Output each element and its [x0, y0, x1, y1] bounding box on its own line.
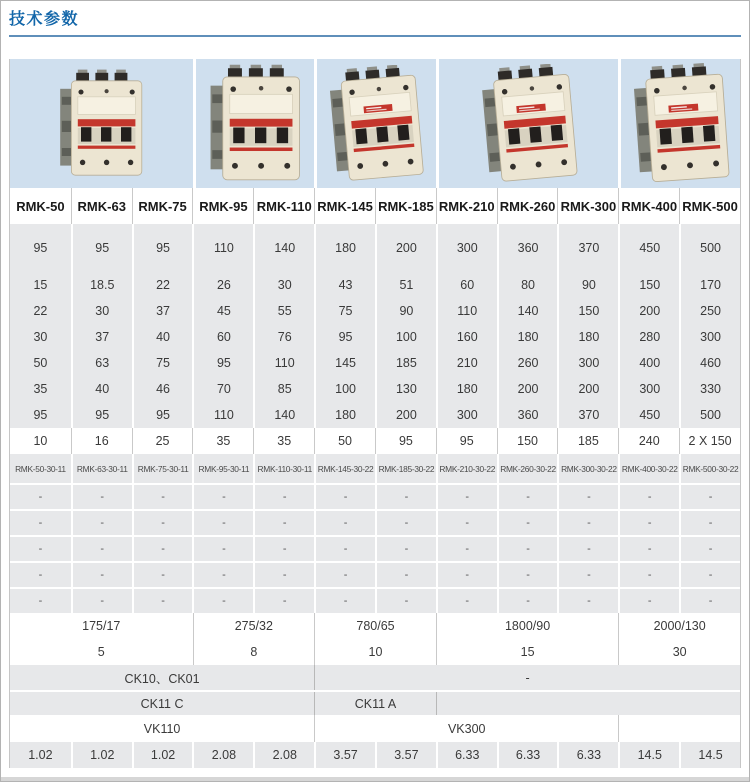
title-underline: [9, 35, 741, 37]
table-cell: 95: [33, 241, 48, 255]
table-cell: RMK-185-30-22: [375, 454, 436, 483]
data-row: [10, 376, 740, 402]
column-header: RMK-400: [618, 188, 679, 224]
table-cell: 250: [679, 298, 740, 324]
table-cell: 60: [192, 324, 253, 350]
dash-row: [10, 561, 740, 587]
table-cell: -: [436, 563, 497, 587]
table-cell: 50: [314, 428, 375, 454]
data-row: [10, 324, 740, 350]
spec-table: [10, 188, 740, 768]
table-cell: 18.5: [71, 272, 132, 298]
table-cell: 37: [71, 324, 132, 350]
table-cell: 175/17: [82, 619, 121, 633]
table-cell: 360: [497, 402, 558, 428]
table-cell: -: [497, 537, 558, 561]
column-header: RMK-210: [436, 188, 497, 224]
table-cell: 1800/90: [436, 613, 619, 639]
table-cell: 110: [436, 298, 497, 324]
table-cell: 370: [557, 224, 618, 272]
table-cell: 55: [253, 298, 314, 324]
table-cell: 200: [557, 376, 618, 402]
table-cell: 2000/130: [618, 613, 740, 639]
table-cell: 45: [192, 298, 253, 324]
table-cell: -: [314, 563, 375, 587]
table-cell: [618, 715, 740, 742]
table-cell: 25: [132, 428, 193, 454]
table-cell: 10: [314, 639, 436, 665]
table-cell: RMK-75-30-11: [132, 454, 193, 483]
table-cell: 140: [253, 224, 314, 272]
table-cell: 150: [497, 428, 558, 454]
table-cell: VK110: [143, 721, 181, 736]
table-cell: -: [38, 595, 43, 607]
table-cell: 500: [679, 224, 740, 272]
table-cell: -: [192, 589, 253, 613]
table-cell: 200: [375, 402, 436, 428]
table-cell: -: [314, 537, 375, 561]
table-cell: -: [192, 511, 253, 535]
table-cell: -: [38, 517, 43, 529]
table-cell: 1.02: [71, 742, 132, 768]
table-cell: 6.33: [436, 742, 497, 768]
column-header: RMK-300: [557, 188, 618, 224]
table-cell: RMK-210-30-22: [436, 454, 497, 483]
table-cell: -: [436, 537, 497, 561]
table-cell: 180: [497, 324, 558, 350]
table-cell: 95: [192, 350, 253, 376]
table-cell: 40: [71, 376, 132, 402]
table-cell: -: [38, 569, 43, 581]
contactor-photo-4: [436, 59, 619, 188]
table-cell: 300: [679, 324, 740, 350]
table-cell: 10: [33, 434, 48, 448]
table-cell: 170: [679, 272, 740, 298]
table-cell: 26: [192, 272, 253, 298]
table-cell: -: [132, 537, 193, 561]
table-cell: -: [253, 511, 314, 535]
dash-row: [10, 509, 740, 535]
table-cell: 95: [132, 224, 193, 272]
table-cell: 300: [557, 350, 618, 376]
table-cell: -: [618, 511, 679, 535]
table-cell: RMK-400-30-22: [618, 454, 679, 483]
table-cell: VK300: [314, 715, 618, 742]
table-cell: 160: [436, 324, 497, 350]
table-cell: -: [314, 511, 375, 535]
table-cell: 330: [679, 376, 740, 402]
table-cell: 460: [679, 350, 740, 376]
table-cell: RMK-300-30-22: [557, 454, 618, 483]
rating-row: [10, 639, 740, 665]
table-cell: 95: [71, 224, 132, 272]
table-cell: 22: [33, 304, 48, 318]
table-cell: -: [314, 665, 740, 690]
table-cell: 15: [33, 278, 48, 292]
table-cell: 95: [33, 408, 48, 422]
contactor-photo-image: [55, 68, 147, 180]
table-cell: -: [375, 563, 436, 587]
table-cell: -: [375, 537, 436, 561]
column-header: RMK-50: [16, 198, 65, 214]
table-cell: 5: [97, 645, 105, 659]
table-cell: 60: [436, 272, 497, 298]
table-cell: -: [557, 511, 618, 535]
table-cell: 280: [618, 324, 679, 350]
column-header: RMK-500: [679, 188, 740, 224]
table-cell: 210: [436, 350, 497, 376]
data-row: [10, 402, 740, 428]
data-row: [10, 224, 740, 272]
table-cell: 145: [314, 350, 375, 376]
table-cell: -: [679, 511, 740, 535]
table-cell: 300: [436, 402, 497, 428]
table-cell: 300: [618, 376, 679, 402]
data-row: [10, 428, 740, 454]
table-cell: -: [618, 485, 679, 509]
spec-table-wrapper: [9, 59, 741, 768]
table-cell: -: [71, 511, 132, 535]
table-cell: RMK-95-30-11: [192, 454, 253, 483]
table-cell: -: [497, 589, 558, 613]
table-cell: 30: [618, 639, 740, 665]
table-cell: 76: [253, 324, 314, 350]
table-cell: 360: [497, 224, 558, 272]
table-cell: 400: [618, 350, 679, 376]
table-cell: 180: [557, 324, 618, 350]
table-cell: -: [557, 485, 618, 509]
table-cell: -: [38, 543, 43, 555]
bottom-divider: [1, 777, 749, 781]
table-cell: -: [679, 537, 740, 561]
table-cell: 46: [132, 376, 193, 402]
table-cell: 260: [497, 350, 558, 376]
table-cell: -: [71, 563, 132, 587]
table-cell: 63: [71, 350, 132, 376]
column-header: RMK-260: [497, 188, 558, 224]
table-cell: -: [679, 485, 740, 509]
page-title: 技术参数: [9, 11, 80, 28]
table-cell: -: [618, 589, 679, 613]
table-cell: 30: [33, 330, 48, 344]
column-header: RMK-75: [132, 188, 193, 224]
table-cell: 500: [679, 402, 740, 428]
table-cell: 95: [375, 428, 436, 454]
table-cell: 150: [618, 272, 679, 298]
column-header: RMK-110: [253, 188, 314, 224]
table-cell: 1.02: [132, 742, 193, 768]
table-cell: 95: [71, 402, 132, 428]
column-header: RMK-95: [192, 188, 253, 224]
table-cell: 1.02: [28, 748, 53, 762]
table-cell: -: [253, 485, 314, 509]
table-cell: -: [679, 589, 740, 613]
table-cell: 110: [192, 402, 253, 428]
table-cell: 140: [253, 402, 314, 428]
table-cell: 22: [132, 272, 193, 298]
data-row: [10, 350, 740, 376]
table-cell: -: [436, 485, 497, 509]
table-cell: 130: [375, 376, 436, 402]
table-cell: 35: [253, 428, 314, 454]
table-cell: 16: [71, 428, 132, 454]
table-cell: -: [192, 563, 253, 587]
table-cell: 6.33: [557, 742, 618, 768]
table-cell: -: [497, 511, 558, 535]
table-cell: 95: [436, 428, 497, 454]
table-cell: 30: [253, 272, 314, 298]
table-cell: 90: [375, 298, 436, 324]
table-cell: -: [132, 511, 193, 535]
table-cell: 200: [497, 376, 558, 402]
table-cell: CK11 C: [140, 696, 184, 711]
table-cell: 14.5: [679, 742, 740, 768]
table-cell: 240: [618, 428, 679, 454]
compat-row: [10, 690, 740, 715]
table-cell: 37: [132, 298, 193, 324]
table-cell: -: [618, 537, 679, 561]
table-cell: -: [192, 537, 253, 561]
table-cell: -: [497, 563, 558, 587]
table-cell: -: [557, 563, 618, 587]
contactor-photo-image: [328, 65, 424, 183]
table-cell: 50: [33, 356, 48, 370]
table-cell: -: [618, 563, 679, 587]
table-cell: 185: [375, 350, 436, 376]
table-cell: 180: [314, 402, 375, 428]
table-cell: 95: [132, 402, 193, 428]
table-cell: -: [71, 537, 132, 561]
table-cell: -: [497, 485, 558, 509]
table-cell: RMK-145-30-22: [314, 454, 375, 483]
table-cell: RMK-260-30-22: [497, 454, 558, 483]
table-cell: -: [557, 537, 618, 561]
table-cell: -: [38, 491, 43, 503]
column-header: RMK-63: [71, 188, 132, 224]
table-cell: 370: [557, 402, 618, 428]
contactor-photo-5: [618, 59, 740, 188]
table-cell: 15: [436, 639, 619, 665]
table-cell: 2.08: [253, 742, 314, 768]
table-cell: -: [253, 563, 314, 587]
column-header: RMK-185: [375, 188, 436, 224]
table-cell: -: [253, 589, 314, 613]
table-cell: CK10、CK01: [124, 671, 200, 686]
table-cell: 110: [253, 350, 314, 376]
table-cell: RMK-50-30-11: [15, 463, 66, 474]
table-cell: 75: [132, 350, 193, 376]
table-cell: -: [314, 589, 375, 613]
table-cell: 51: [375, 272, 436, 298]
table-cell: 80: [497, 272, 558, 298]
table-cell: RMK-63-30-11: [71, 454, 132, 483]
table-cell: RMK-110-30-11: [253, 454, 314, 483]
contactor-photo-image: [205, 63, 305, 185]
table-cell: 2.08: [192, 742, 253, 768]
rating-row: [10, 613, 740, 639]
table-cell: 185: [557, 428, 618, 454]
dash-row: [10, 587, 740, 613]
table-cell: 90: [557, 272, 618, 298]
table-cell: 100: [314, 376, 375, 402]
table-cell: 200: [375, 224, 436, 272]
table-cell: 450: [618, 402, 679, 428]
table-cell: 780/65: [314, 613, 436, 639]
data-row: [10, 298, 740, 324]
table-cell: 43: [314, 272, 375, 298]
table-cell: -: [436, 589, 497, 613]
table-cell: 180: [436, 376, 497, 402]
table-cell: -: [132, 563, 193, 587]
table-cell: 110: [192, 224, 253, 272]
table-cell: -: [375, 485, 436, 509]
contactor-photo-1: [10, 59, 193, 188]
table-cell: -: [314, 485, 375, 509]
compat-row: [10, 665, 740, 690]
product-photo-band: [10, 59, 740, 188]
table-cell: 14.5: [618, 742, 679, 768]
table-cell: 30: [71, 298, 132, 324]
table-cell: 2 X 150: [679, 428, 740, 454]
table-cell: -: [679, 563, 740, 587]
table-cell: 3.57: [375, 742, 436, 768]
table-cell: 450: [618, 224, 679, 272]
table-cell: 95: [314, 324, 375, 350]
weight-row: [10, 742, 740, 768]
table-cell: -: [253, 537, 314, 561]
table-cell: 200: [618, 298, 679, 324]
contactor-photo-3: [314, 59, 436, 188]
table-cell: 70: [192, 376, 253, 402]
table-cell: 35: [192, 428, 253, 454]
table-cell: 8: [193, 639, 315, 665]
table-cell: 35: [33, 382, 48, 396]
table-cell: -: [375, 589, 436, 613]
dash-row: [10, 535, 740, 561]
table-cell: -: [132, 485, 193, 509]
table-cell: -: [436, 511, 497, 535]
table-cell: CK11 A: [314, 692, 436, 715]
table-cell: 6.33: [497, 742, 558, 768]
contactor-photo-2: [193, 59, 315, 188]
model-number-row: [10, 454, 740, 483]
table-cell: [436, 692, 740, 715]
data-row: [10, 272, 740, 298]
table-cell: 85: [253, 376, 314, 402]
table-cell: 3.57: [314, 742, 375, 768]
dash-row: [10, 483, 740, 509]
table-cell: 40: [132, 324, 193, 350]
table-cell: -: [71, 485, 132, 509]
table-cell: -: [557, 589, 618, 613]
column-header-row: [10, 188, 740, 224]
table-cell: 275/32: [193, 613, 315, 639]
compat-row: [10, 715, 740, 742]
table-cell: -: [71, 589, 132, 613]
table-cell: 75: [314, 298, 375, 324]
table-cell: 300: [436, 224, 497, 272]
table-cell: RMK-500-30-22: [679, 454, 740, 483]
table-cell: 100: [375, 324, 436, 350]
table-cell: 180: [314, 224, 375, 272]
table-cell: 140: [497, 298, 558, 324]
contactor-photo-image: [479, 64, 579, 184]
table-cell: -: [375, 511, 436, 535]
table-cell: -: [132, 589, 193, 613]
column-header: RMK-145: [314, 188, 375, 224]
contactor-photo-image: [630, 63, 732, 185]
table-cell: 150: [557, 298, 618, 324]
table-cell: -: [192, 485, 253, 509]
